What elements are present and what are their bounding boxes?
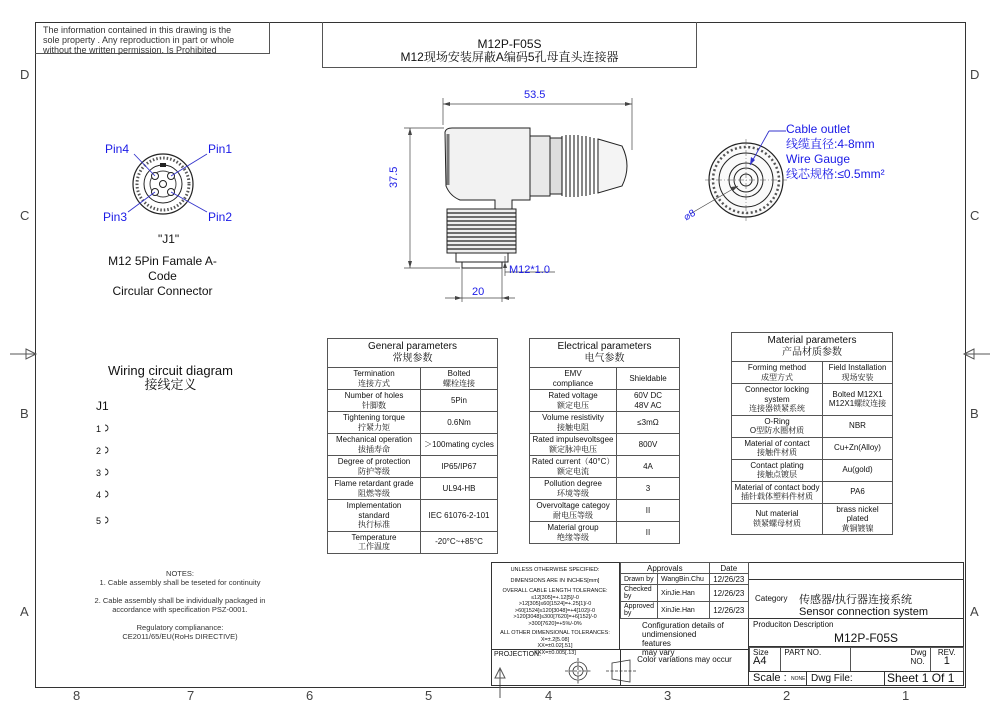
electrical-key-cn: 环境等级 <box>557 488 589 498</box>
drawn-name: WangBin.Chu <box>657 574 709 585</box>
config-line: may vary <box>642 648 675 657</box>
rev-label: REV. <box>937 648 956 657</box>
material-key-cn: 连接器锁紧系统 <box>749 404 805 413</box>
electrical-value: 800V <box>617 434 680 456</box>
approved-name: XinJie.Han <box>657 602 709 619</box>
wiring-pin-3: 3 <box>96 468 102 478</box>
dim-height: 37.5 <box>388 166 400 188</box>
general-value: ＞100mating cycles <box>421 434 498 456</box>
config-line: Configuration details of <box>642 621 724 630</box>
connector-description <box>100 254 225 299</box>
category-cn: 传感器/执行器连接系统 <box>799 594 913 606</box>
general-key-cn: 阻燃等级 <box>358 488 390 498</box>
zone-row-right-1: D <box>970 67 980 82</box>
general-key: Flame retardant grade <box>334 479 414 488</box>
category-value <box>799 594 928 618</box>
general-key-cn: 执行标准 <box>358 520 390 529</box>
dwg-file-label: Dwg File: <box>811 673 853 684</box>
wiring-pin-4: 4 <box>96 490 102 500</box>
regulatory-value: CE2011/65/EU(RoHs DIRECTIVE) <box>122 632 238 641</box>
dim-length: 53.5 <box>524 89 546 101</box>
zone-row-left-2: C <box>20 208 30 223</box>
title-part-number: M12P-F05S <box>477 37 542 51</box>
zone-col-5: 5 <box>425 688 433 703</box>
dim-base: 20 <box>472 286 485 298</box>
general-value: UL94-HB <box>421 478 498 500</box>
material-key: Material of contact <box>744 438 810 448</box>
general-key-cn: 拧紧力矩 <box>358 422 390 432</box>
pin4-label: Pin4 <box>105 142 130 156</box>
category-block <box>749 579 964 619</box>
wiring-pin-2: 2 <box>96 446 102 456</box>
electrical-key: Rated impulsevoltsgee <box>532 435 614 444</box>
material-value: Au(gold) <box>823 459 893 481</box>
tol-line: ≤12[305]=+.12[5]/-0 <box>531 594 579 601</box>
material-key-cn: 成型方式 <box>761 372 793 382</box>
scale-value: NONE <box>791 676 806 682</box>
production-block <box>749 619 964 647</box>
pin1-label: Pin1 <box>208 142 233 156</box>
general-title-en: General parameters <box>368 341 457 352</box>
electrical-value: 4A <box>617 456 680 478</box>
general-key: Degree of protection <box>337 457 411 466</box>
zone-row-left-1: D <box>20 67 30 82</box>
title-top-blank <box>749 562 964 580</box>
material-value: Bolted M12X1 <box>832 389 883 399</box>
general-key: Mechanical operation <box>335 435 413 444</box>
general-value-cn: 螺栓连接 <box>443 378 475 388</box>
electrical-key: Pollution degree <box>544 479 602 488</box>
general-key: Implementation standard <box>346 501 402 520</box>
material-title-en: Material parameters <box>767 335 857 346</box>
checked-name: XinJie.Han <box>657 585 709 602</box>
conf-line-1: The information contained in this drawing is the <box>43 25 232 35</box>
electrical-key-cn: 额定电流 <box>557 466 589 476</box>
general-key: Temperature <box>351 532 397 542</box>
pin2-label: Pin2 <box>208 210 233 224</box>
material-value: Cu+Zn(Alloy) <box>823 437 893 459</box>
cable-note-line1: Cable outlet <box>786 122 851 136</box>
material-value: Field Installation <box>828 363 887 372</box>
general-key: Termination <box>353 369 395 378</box>
dwg-no-label: Dwg NO. <box>850 648 930 672</box>
config-line: undimensioned features <box>642 630 697 648</box>
zone-col-7: 7 <box>187 688 195 703</box>
sheet-divider <box>884 672 885 686</box>
general-value: -20°C~+85°C <box>421 531 498 553</box>
note-2a: 2. Cable assembly shall be individually packaged in <box>94 596 266 605</box>
electrical-value: II <box>617 500 680 522</box>
date-header: Date <box>709 563 748 574</box>
tol-overall: OVERALL CABLE LENGTH TOLERANCE: <box>502 588 608 594</box>
electrical-key-cn: compliance <box>552 378 594 388</box>
general-params-table <box>327 338 498 554</box>
scale-divider <box>806 672 807 686</box>
material-params-table <box>731 332 893 535</box>
electrical-title-cn: 电气参数 <box>584 353 625 364</box>
material-value: PA6 <box>823 481 893 503</box>
note-2b: accordance with specification PSZ-0001. <box>112 605 248 614</box>
zone-col-8: 8 <box>73 688 81 703</box>
size-value: A4 <box>753 655 767 667</box>
zone-col-1: 1 <box>902 688 910 703</box>
note-1: 1. Cable assembly shall be teseted for continuity <box>99 578 261 587</box>
category-en: Sensor connection system <box>799 606 929 618</box>
sheet-label: Sheet 1 Of 1 <box>887 671 955 685</box>
scale-label: Scale : <box>753 672 787 684</box>
size-label: Size <box>753 648 769 657</box>
tol-other-line: X=±.2[5.08] <box>540 636 570 643</box>
zone-col-2: 2 <box>783 688 791 703</box>
cable-note-line3: Wire Gauge <box>786 152 851 166</box>
material-title-cn: 产品材质参数 <box>782 347 842 358</box>
color-variation-note: Color variations may occur <box>620 649 749 686</box>
pin-leaders <box>128 154 207 212</box>
category-label: Category <box>755 594 788 603</box>
wiring-title-en: Wiring circuit diagram <box>108 363 233 378</box>
general-value: IEC 61076-2-101 <box>421 500 498 532</box>
wiring-pin-symbols <box>105 425 108 523</box>
cable-note <box>786 122 885 182</box>
zone-row-left-3: B <box>20 406 29 421</box>
electrical-key: Volume resistivity <box>542 413 604 422</box>
electrical-value: ≤3mΩ <box>617 412 680 434</box>
electrical-key: Rated voltage <box>548 391 598 400</box>
notes-block <box>80 569 280 641</box>
electrical-key: Overvoltage categoy <box>536 501 610 510</box>
general-key-cn: 针脚数 <box>362 400 386 410</box>
electrical-value-2: 48V AC <box>634 400 662 410</box>
notes-title: NOTES: <box>166 569 194 578</box>
material-key: O-Ring <box>764 416 790 426</box>
material-value: NBR <box>823 415 893 437</box>
approved-date: 12/26/23 <box>709 602 748 619</box>
connector-desc-line2: Circular Connector <box>112 284 213 298</box>
scale-row <box>749 671 964 686</box>
connector-ref: "J1" <box>158 232 180 246</box>
general-key-cn: 防护等级 <box>358 466 390 476</box>
general-value: 5Pin <box>421 390 498 412</box>
zone-row-right-2: C <box>970 208 980 223</box>
general-key-cn: 工作温度 <box>358 542 390 551</box>
general-key: Tightening torque <box>343 413 405 422</box>
tol-line: >60[1524]≤120[3048]=+4[102]/-0 <box>514 607 596 614</box>
wiring-pin-1: 1 <box>96 424 102 434</box>
tol-line: >12[305]≤60[1524]=+.25[1]/-0 <box>518 601 592 607</box>
electrical-key-cn: 绝缘等级 <box>557 532 589 542</box>
tol-other-line: XX=±0.02[.51] <box>537 643 573 649</box>
material-key-cn: 插针载体塑料件材质 <box>741 492 813 501</box>
general-key: Number of holes <box>344 391 404 400</box>
material-key: Nut material <box>755 509 799 519</box>
material-value-cn: 黄铜镀镍 <box>841 523 874 533</box>
material-key: Forming method <box>747 363 807 372</box>
approved-label: Approved by <box>621 602 658 619</box>
conf-line-2: sole property . Any reproduction in part or whole <box>43 35 235 45</box>
material-value-cn: M12X1螺纹连接 <box>828 399 887 409</box>
wiring-ref: J1 <box>96 399 109 413</box>
material-key: Connector locking system <box>744 385 810 404</box>
size-row <box>749 647 964 672</box>
tol-line: >120[3048]≤300[7620]=+6[152]/-0 <box>513 614 597 620</box>
zone-col-4: 4 <box>545 688 553 703</box>
zone-row-right-4: A <box>970 604 979 619</box>
rev-value: 1 <box>943 655 950 667</box>
zone-col-3: 3 <box>664 688 672 703</box>
cable-note-line2: 线缆直径:4-8mm <box>786 137 875 151</box>
electrical-value: 3 <box>617 478 680 500</box>
electrical-title-en: Electrical parameters <box>557 341 652 352</box>
part-no-label: PART NO. <box>781 648 850 672</box>
end-view-connector <box>690 131 787 221</box>
electrical-key-cn: 额定电压 <box>557 400 589 410</box>
wiring-pin-5: 5 <box>96 516 102 526</box>
electrical-value: 60V DC <box>633 391 662 400</box>
drawn-label: Drawn by <box>621 574 658 585</box>
approvals-table <box>620 562 749 619</box>
config-note <box>620 619 749 657</box>
material-value-cn: 现场安装 <box>841 372 874 382</box>
regulatory-title: Regulatory complianance: <box>136 623 224 632</box>
tol-line: >300[7620]=+5%/-0% <box>528 620 582 627</box>
material-value: brass nickel plated <box>836 504 879 523</box>
general-key-cn: 拔插寿命 <box>358 444 390 454</box>
general-value: Bolted <box>447 369 471 378</box>
tol-dims: DIMENSIONS ARE IN INCHES[mm] <box>510 577 600 584</box>
conf-line-3: without the written permission. Is Prohibited <box>43 45 217 55</box>
dim-diameter: ⌀8 <box>682 207 698 224</box>
wiring-title-cn: 接线定义 <box>144 377 197 392</box>
connector-desc-line1: M12 5Pin Famale A-Code <box>108 254 217 283</box>
dim-thread: M12*1.0 <box>509 264 550 276</box>
electrical-key-cn: 耐电压等级 <box>553 510 593 520</box>
drawn-date: 12/26/23 <box>709 574 748 585</box>
zone-row-right-3: B <box>970 406 979 421</box>
production-name: M12P-F05S <box>834 631 899 645</box>
electrical-key: EMV <box>564 369 582 378</box>
checked-date: 12/26/23 <box>709 585 748 602</box>
material-key: Contact plating <box>750 460 804 470</box>
tol-other-line: XXX=±0.005[.13] <box>534 649 576 656</box>
material-key-cn: 接触件材质 <box>757 448 797 457</box>
zone-col-6: 6 <box>306 688 314 703</box>
general-key-cn: 连接方式 <box>358 378 390 388</box>
electrical-key-cn: 额定脉冲电压 <box>549 444 597 454</box>
general-title-cn: 常规参数 <box>392 353 433 364</box>
electrical-value: II <box>617 522 680 544</box>
general-value: 0.6Nm <box>421 412 498 434</box>
general-value: IP65/IP67 <box>421 456 498 478</box>
material-key: Material of contact body <box>734 482 820 492</box>
projection-label: PROJECTION: <box>494 651 542 658</box>
material-key-cn: 接触点镀层 <box>757 470 797 479</box>
tol-unless: UNLESS OTHERWISE SPECIFIED: <box>510 567 600 573</box>
electrical-params-table <box>529 338 680 544</box>
tol-other: ALL OTHER DIMENSIONAL TOLERANCES: <box>500 630 610 636</box>
electrical-key-cn: 接触电阻 <box>557 422 589 432</box>
approvals-header: Approvals <box>621 563 710 574</box>
electrical-value: Shieldable <box>617 368 680 390</box>
zone-row-left-4: A <box>20 604 29 619</box>
electrical-key: Material group <box>547 523 599 532</box>
pin3-label: Pin3 <box>103 210 128 224</box>
material-key-cn: 锁紧螺母材质 <box>753 518 801 528</box>
production-label: Produciton Description <box>753 620 834 629</box>
checked-label: Checked by <box>621 585 658 602</box>
wiring-title <box>98 364 243 392</box>
material-key-cn: O型防水圈材质 <box>749 426 805 435</box>
title-description: M12现场安装屏蔽A编码5孔母直头连接器 <box>400 50 619 64</box>
cable-note-line4: 线芯规格:≤0.5mm² <box>786 167 885 181</box>
electrical-key: Rated current（40°C） <box>532 457 615 466</box>
